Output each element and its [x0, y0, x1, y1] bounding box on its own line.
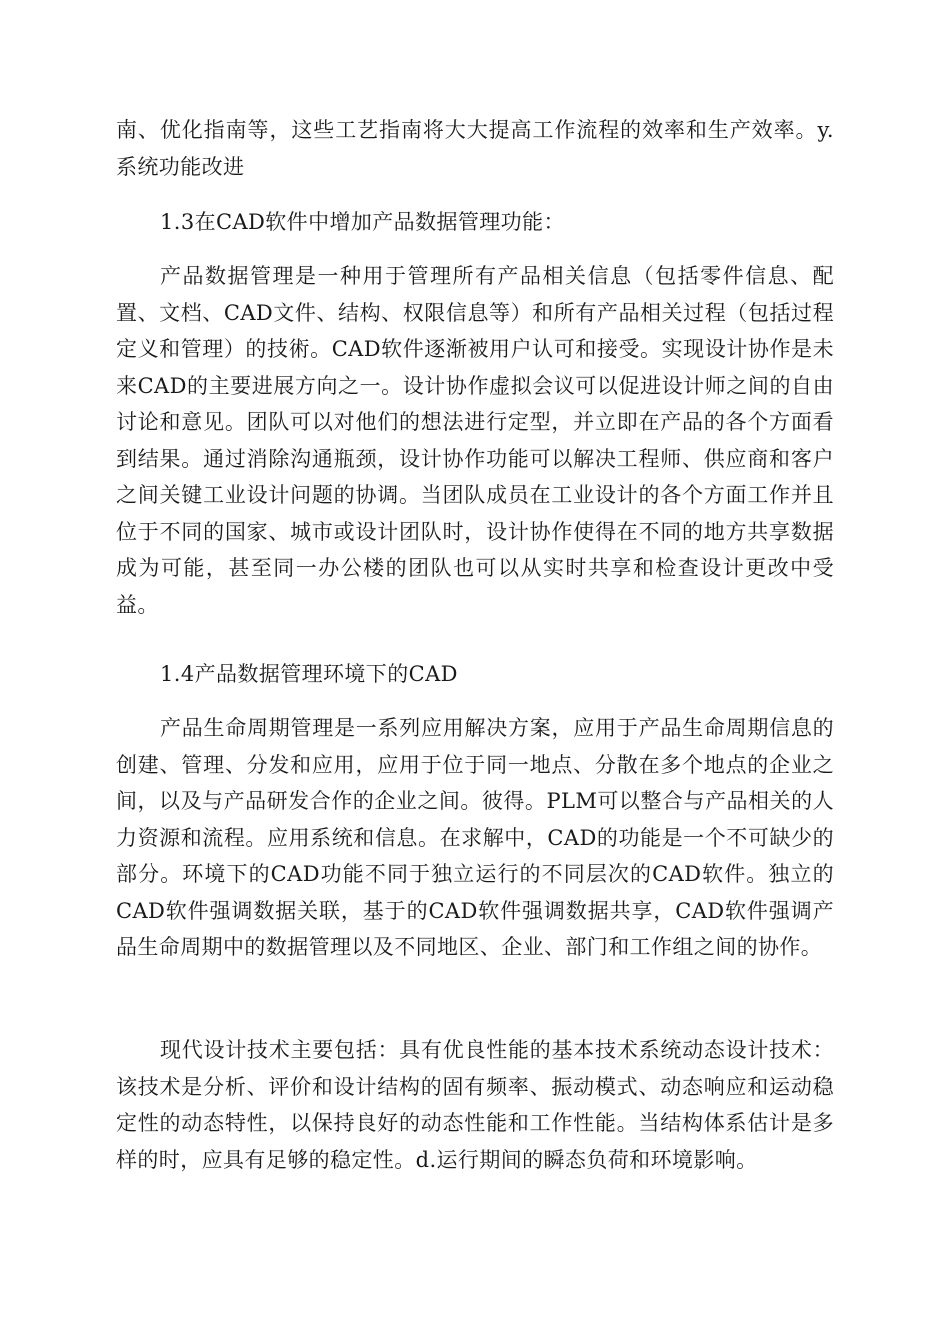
modern-design-paragraph: 现代设计技术主要包括：具有优良性能的基本技术系统动态设计技术：该技术是分析、评价和设计结构的固有频率、振动模式、动态响应和运动稳定性的动态特性，以保持良好的动态性能和工作性能。当结构体系估计是多样的时，应具有足够的稳定性。d.运行期间的瞬态负荷和环境影响。: [116, 1038, 834, 1172]
section-1-3-paragraph: 产品数据管理是一种用于管理所有产品相关信息（包括零件信息、配置、文档、CAD文件、结构、权限信息等）和所有产品相关过程（包括过程定义和管理）的技術。CAD软件逐渐被用户认可和接受。实现设计协作是未来CAD的主要进展方向之一。设计协作虚拟会议可以促进设计师之间的自由讨论和意见。团队可以对他们的想法进行定型，并立即在产品的各个方面看到结果。通过消除沟通瓶颈，设计协作功能可以解决工程师、供应商和客户之间关键工业设计问题的协调。当团队成员在工业设计的各个方面工作并且位于不同的国家、城市或设计团队时，设计协作使得在不同的地方共享数据成为可能，甚至同一办公楼的团队也可以从实时共享和检查设计更改中受益。: [116, 264, 834, 617]
section-1-3-heading: 1.3在CAD软件中增加产品数据管理功能：: [160, 210, 565, 234]
section-1-4-heading: 1.4产品数据管理环境下的CAD: [160, 662, 458, 686]
section-1-4-paragraph: 产品生命周期管理是一系列应用解决方案，应用于产品生命周期信息的创建、管理、分发和应用，应用于位于同一地点、分散在多个地点的企业之间，以及与产品研发合作的企业之间。彼得。PLM可以整合与产品相关的人力资源和流程。应用系统和信息。在求解中，CAD的功能是一个不可缺少的部分。环境下的CAD功能不同于独立运行的不同层次的CAD软件。独立的CAD软件强调数据关联，基于的CAD软件强调数据共享，CAD软件强调产品生命周期中的数据管理以及不同地区、企业、部门和工作组之间的协作。: [116, 716, 834, 959]
continuation-paragraph: 南、优化指南等，这些工艺指南将大大提高工作流程的效率和生产效率。y.系统功能改进: [116, 118, 834, 179]
